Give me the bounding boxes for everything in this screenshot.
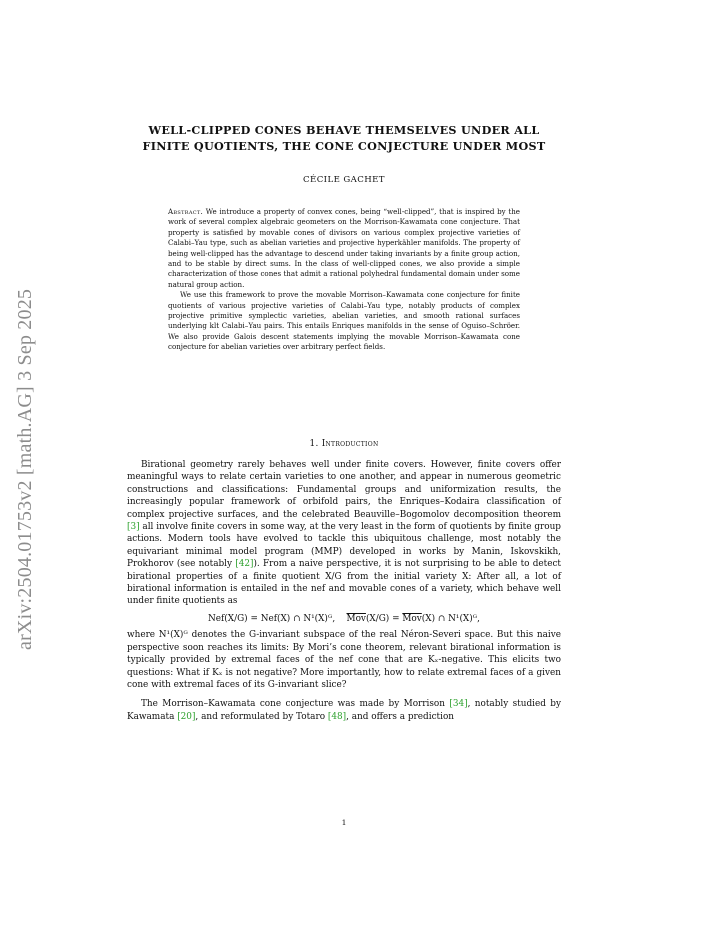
equation-right: (X) ∩ N¹(X)ᴳ,	[421, 613, 480, 624]
display-equation	[127, 613, 561, 625]
abstract-text-1: We introduce a property of convex cones, being “well-clipped”, that is inspired by the work of several complex algebraic geometers on the Morrison-Kawamata cone conjecture. That property is satisfied by movable cones of divisors on various complex projective varieties of Calabi–Yau type, such as abelian varieties and projective hyperkähler manifolds. The property of being well-clipped has the advantage to descend under taking invariants by a finite group action, and to be stable by direct sums. In the class of well-clipped cones, we also provide a simple characterization of those cones that admit a rational polyhedral fundamental domain under some natural group action.	[168, 207, 520, 289]
equation-mov-bar: $\overline{Mov}$	[402, 613, 422, 624]
title-line-2: FINITE QUOTIENTS, THE CONE CONJECTURE UNDER MOST	[142, 139, 546, 153]
paper-title	[120, 122, 568, 154]
body-text-span: , notably studied by Kawamata	[127, 699, 561, 722]
arxiv-side-stamp: arXiv:2504.01753v2 [math.AG] 3 Sep 2025	[14, 288, 36, 650]
section-number: 1.	[309, 439, 319, 449]
body-text-span: Birational geometry rarely behaves well under finite covers. However, finite covers offer meaningful ways to relate certain varieties to one another, and appear in numerous geometric constructions and classifications: Fundamental groups and uniformization results, the increasingly popular framework of orbifold pairs, the Enriques–Kodaira classification of complex projective surfaces, and the celebrated Beauville–Bogomolov decomposition theorem	[127, 460, 561, 520]
equation-mov-bar: $\overline{Mov}$	[346, 613, 366, 624]
citation-link[interactable]: [42]	[235, 559, 254, 570]
body-text-span: , and reformulated by Totaro	[195, 711, 328, 722]
equation-mid: (X/G) =	[365, 613, 403, 624]
abstract	[168, 207, 520, 353]
equation-nef: Nef(X/G) = Nef(X) ∩ N¹(X)ᴳ,	[208, 613, 336, 624]
body-text-span: all involve finite covers in some way, at the very least in the form of quotients by finite group actions. Modern tools have evolved to tackle this ubiquitous challenge, most notably the equivariant minimal model program (MMP) developed in works by Manin, Iskovskikh, Prokhorov (see notably	[127, 522, 561, 570]
section-heading	[120, 439, 568, 449]
body-paragraph-2: where N¹(X)ᴳ denotes the G-invariant subspace of the real Néron-Severi space. But this naive perspective soon reaches its limits: By Mori’s cone theorem, relevant birational information is typically provided by extremal faces of the nef cone that are Kₓ-negative. This elicits two questions: What if Kₓ is not negative? More importantly, how to relate extremal faces of a given cone with extremal faces of its G-invariant slice?	[127, 630, 561, 690]
author-name: CÉCILE GACHET	[303, 175, 385, 185]
page-number: 1	[341, 818, 347, 827]
body-text	[127, 459, 561, 723]
section-name: Introduction	[321, 439, 379, 449]
abstract-paragraph-2: We use this framework to prove the movable Morrison–Kawamata cone conjecture for finite quotients of various projective varieties of Calabi–Yau type, notably products of complex projective primitive symplectic varieties, abelian varieties, and smooth rational surfaces underlying klt Calabi–Yau pairs. This entails Enriques manifolds in the sense of Oguiso–Schröer. We also provide Galois descent statements implying the movable Morrison–Kawamata cone conjecture for abelian varieties over arbitrary perfect fields.	[168, 290, 520, 352]
body-text-span: The Morrison–Kawamata cone conjecture was made by Morrison	[141, 699, 450, 710]
abstract-paragraph-1	[168, 207, 520, 290]
body-paragraph-1	[127, 459, 561, 608]
citation-link[interactable]: [48]	[327, 711, 347, 722]
body-paragraph-3	[127, 698, 561, 723]
citation-link[interactable]: [34]	[449, 699, 468, 710]
citation-link[interactable]: [3]	[127, 522, 140, 533]
abstract-heading: Abstract.	[168, 207, 204, 216]
citation-link[interactable]: [20]	[177, 711, 196, 722]
body-text-span: ). From a naive perspective, it is not surprising to be able to detect birational properties of a finite quotient X/G from the initial variety X: After all, a lot of birational information is entailed in the nef and movable cones of a variety, which behave well under finite quotients as	[127, 559, 561, 607]
body-text-span: , and offers a prediction	[346, 711, 455, 722]
title-line-1: WELL-CLIPPED CONES BEHAVE THEMSELVES UNDER ALL	[148, 123, 540, 137]
